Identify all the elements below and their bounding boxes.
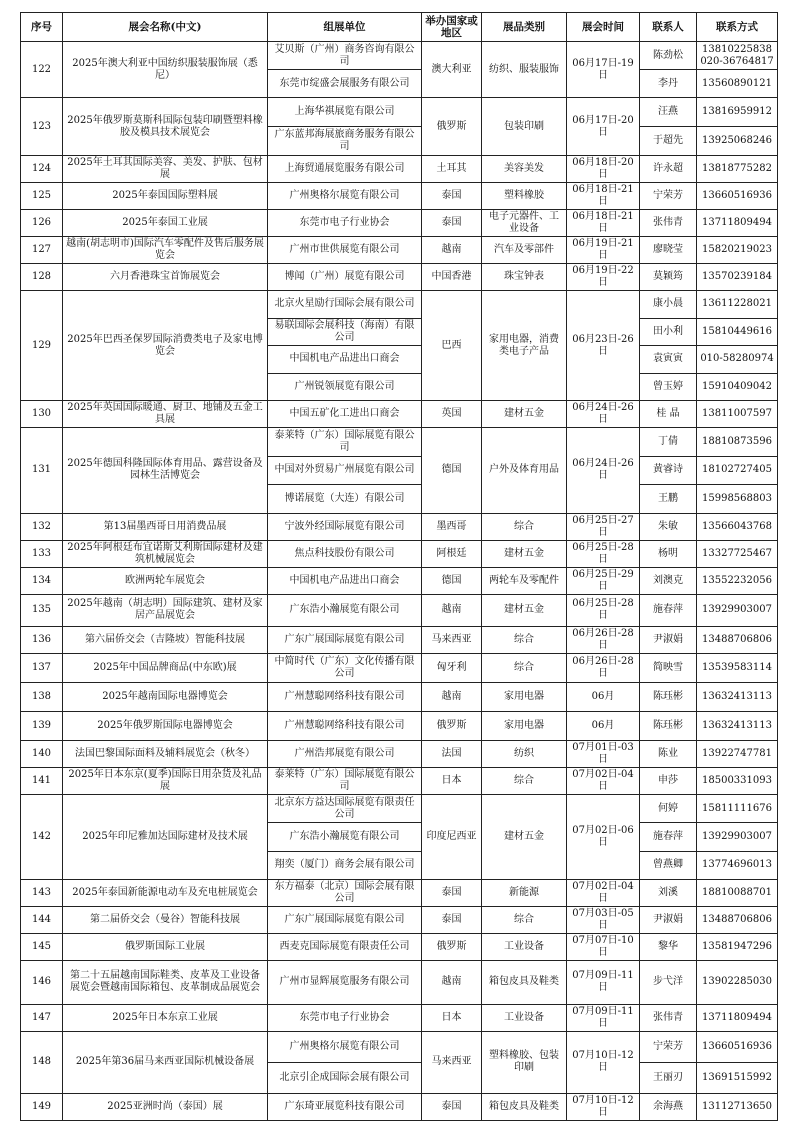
cell-country: 德国 — [422, 428, 482, 514]
cell-organizer: 艾贝斯（广州）商务咨询有限公司 — [268, 42, 422, 70]
cell-country: 马来西亚 — [422, 626, 482, 653]
cell-date: 06月18日-21日 — [567, 183, 640, 210]
cell-exhibition-name: 2025年中国品牌商品(中东欧)展 — [63, 653, 268, 682]
cell-contact: 桂 晶 — [640, 401, 697, 428]
cell-exhibition-name: 2025亚洲时尚（泰国）展 — [63, 1093, 268, 1120]
table-row — [21, 42, 778, 70]
cell-exhibition-name: 2025年越南（胡志明）国际建筑、建材及家居产品展览会 — [63, 594, 268, 626]
cell-no: 138 — [21, 682, 63, 711]
cell-exhibition-name: 第二届侨交会（曼谷）智能科技展 — [63, 906, 268, 933]
cell-exhibition-name: 2025年俄罗斯莫斯科国际包装印刷暨塑料橡胶及模具技术展览会 — [63, 98, 268, 156]
cell-phone: 13632413113 — [697, 682, 778, 711]
cell-phone: 13925068246 — [697, 127, 778, 156]
cell-contact: 陈业 — [640, 740, 697, 767]
cell-exhibition-name: 2025年泰国工业展 — [63, 210, 268, 237]
cell-contact: 施春萍 — [640, 823, 697, 851]
cell-organizer: 翔奕（厦门）商务会展有限公司 — [268, 851, 422, 879]
cell-contact: 尹淑娟 — [640, 626, 697, 653]
cell-date: 07月09日-11日 — [567, 1004, 640, 1031]
table-row — [21, 513, 778, 540]
cell-no: 134 — [21, 567, 63, 594]
cell-category: 美容美发 — [482, 156, 567, 183]
cell-category: 工业设备 — [482, 1004, 567, 1031]
cell-country: 匈牙利 — [422, 653, 482, 682]
cell-organizer: 广东蓝邦海展旅商务服务有限公司 — [268, 127, 422, 156]
cell-phone: 13632413113 — [697, 711, 778, 740]
cell-organizer: 中国机电产品进出口商会 — [268, 567, 422, 594]
cell-contact: 康小晨 — [640, 291, 697, 319]
cell-no: 140 — [21, 740, 63, 767]
header-name: 展会名称(中文) — [63, 13, 268, 42]
header-date: 展会时间 — [567, 13, 640, 42]
cell-no: 122 — [21, 42, 63, 98]
cell-category: 建材五金 — [482, 594, 567, 626]
cell-contact: 施春萍 — [640, 594, 697, 626]
cell-no: 145 — [21, 933, 63, 960]
cell-organizer: 广州浩邦展览有限公司 — [268, 740, 422, 767]
cell-no: 148 — [21, 1031, 63, 1093]
cell-phone: 18500331093 — [697, 767, 778, 794]
cell-no: 137 — [21, 653, 63, 682]
cell-exhibition-name: 欧洲两轮车展览会 — [63, 567, 268, 594]
cell-country: 澳大利亚 — [422, 42, 482, 98]
cell-no: 131 — [21, 428, 63, 514]
cell-contact: 尹淑娟 — [640, 906, 697, 933]
cell-phone: 15820219023 — [697, 237, 778, 264]
table-row — [21, 879, 778, 906]
cell-organizer: 广州市显辉展览服务有限公司 — [268, 960, 422, 1004]
cell-category: 汽车及零部件 — [482, 237, 567, 264]
cell-country: 泰国 — [422, 210, 482, 237]
cell-exhibition-name: 2025年阿根廷布宜诺斯艾利斯国际建材及建筑机械展览会 — [63, 540, 268, 567]
cell-organizer: 泰莱特（广东）国际展览有限公司 — [268, 767, 422, 794]
cell-country: 俄罗斯 — [422, 711, 482, 740]
cell-category: 综合 — [482, 626, 567, 653]
cell-phone: 15910409042 — [697, 373, 778, 401]
table-header-row — [21, 13, 778, 42]
table-row — [21, 567, 778, 594]
cell-phone: 13552232056 — [697, 567, 778, 594]
cell-country: 俄罗斯 — [422, 933, 482, 960]
cell-phone: 13816959912 — [697, 98, 778, 127]
cell-date: 06月25日-28日 — [567, 540, 640, 567]
cell-category: 纺织、服装服饰 — [482, 42, 567, 98]
cell-organizer: 广州奥格尔展览有限公司 — [268, 1031, 422, 1062]
cell-phone: 13811007597 — [697, 401, 778, 428]
cell-organizer: 宁波外经国际展览有限公司 — [268, 513, 422, 540]
cell-organizer: 广州慧聪网络科技有限公司 — [268, 711, 422, 740]
cell-date: 07月03日-05日 — [567, 906, 640, 933]
cell-country: 中国香港 — [422, 264, 482, 291]
cell-category: 箱包皮具及鞋类 — [482, 1093, 567, 1120]
cell-organizer: 中国五矿化工进出口商会 — [268, 401, 422, 428]
cell-date: 06月19日-21日 — [567, 237, 640, 264]
exhibition-table-page — [20, 12, 777, 1121]
cell-contact: 黄睿诗 — [640, 456, 697, 485]
cell-country: 日本 — [422, 767, 482, 794]
cell-exhibition-name: 2025年巴西圣保罗国际消费类电子及家电博览会 — [63, 291, 268, 401]
cell-date: 06月25日-29日 — [567, 567, 640, 594]
cell-contact: 余海燕 — [640, 1093, 697, 1120]
cell-phone: 15998568803 — [697, 485, 778, 514]
cell-phone: 18810873596 — [697, 428, 778, 457]
cell-organizer: 广州市世供展览有限公司 — [268, 237, 422, 264]
cell-exhibition-name: 2025年英国国际暖通、厨卫、地铺及五金工具展 — [63, 401, 268, 428]
cell-contact: 莫颖筠 — [640, 264, 697, 291]
cell-phone: 13774696013 — [697, 851, 778, 879]
cell-country: 法国 — [422, 740, 482, 767]
cell-organizer: 上海华祺展览有限公司 — [268, 98, 422, 127]
table-row — [21, 156, 778, 183]
cell-category: 综合 — [482, 513, 567, 540]
cell-phone: 13711809494 — [697, 210, 778, 237]
cell-phone: 13560890121 — [697, 70, 778, 98]
cell-organizer: 泰莱特（广东）国际展览有限公司 — [268, 428, 422, 457]
cell-exhibition-name: 2025年日本东京(夏季)国际日用杂货及礼品展 — [63, 767, 268, 794]
cell-country: 泰国 — [422, 879, 482, 906]
cell-date: 07月09日-11日 — [567, 960, 640, 1004]
cell-no: 133 — [21, 540, 63, 567]
cell-date: 06月19日-22日 — [567, 264, 640, 291]
cell-exhibition-name: 2025年印尼雅加达国际建材及技术展 — [63, 794, 268, 879]
cell-phone: 13818775282 — [697, 156, 778, 183]
cell-no: 126 — [21, 210, 63, 237]
exhibition-table — [20, 12, 778, 1121]
cell-organizer: 广东琦亚展览科技有限公司 — [268, 1093, 422, 1120]
cell-no: 142 — [21, 794, 63, 879]
cell-date: 06月18日-21日 — [567, 210, 640, 237]
cell-organizer: 东莞市电子行业协会 — [268, 1004, 422, 1031]
cell-no: 141 — [21, 767, 63, 794]
cell-category: 综合 — [482, 653, 567, 682]
cell-organizer: 北京引企成国际会展有限公司 — [268, 1062, 422, 1093]
cell-no: 127 — [21, 237, 63, 264]
cell-phone: 13660516936 — [697, 183, 778, 210]
cell-exhibition-name: 2025年澳大利亚中国纺织服装服饰展（悉尼） — [63, 42, 268, 98]
cell-date: 07月02日-06日 — [567, 794, 640, 879]
cell-date: 06月24日-26日 — [567, 401, 640, 428]
table-row — [21, 682, 778, 711]
cell-contact: 陈劲松 — [640, 42, 697, 70]
cell-exhibition-name: 第13届墨西哥日用消费品展 — [63, 513, 268, 540]
cell-country: 日本 — [422, 1004, 482, 1031]
cell-no: 124 — [21, 156, 63, 183]
table-row — [21, 183, 778, 210]
cell-country: 越南 — [422, 682, 482, 711]
cell-contact: 曾燕卿 — [640, 851, 697, 879]
cell-contact: 杨明 — [640, 540, 697, 567]
cell-exhibition-name: 法国巴黎国际面料及辅料展览会（秋冬） — [63, 740, 268, 767]
cell-date: 07月07日-10日 — [567, 933, 640, 960]
cell-category: 建材五金 — [482, 540, 567, 567]
cell-organizer: 西麦克国际展览有限责任公司 — [268, 933, 422, 960]
cell-country: 德国 — [422, 567, 482, 594]
header-phone: 联系方式 — [697, 13, 778, 42]
cell-contact: 朱敏 — [640, 513, 697, 540]
cell-country: 越南 — [422, 237, 482, 264]
cell-contact: 李丹 — [640, 70, 697, 98]
table-row — [21, 653, 778, 682]
cell-no: 135 — [21, 594, 63, 626]
table-row — [21, 291, 778, 319]
cell-phone: 18810088701 — [697, 879, 778, 906]
cell-date: 06月17日-19日 — [567, 42, 640, 98]
cell-exhibition-name: 2025年俄罗斯国际电器博览会 — [63, 711, 268, 740]
table-row — [21, 711, 778, 740]
cell-organizer: 上海贸通展览服务有限公司 — [268, 156, 422, 183]
cell-organizer: 中简时代（广东）文化传播有限公司 — [268, 653, 422, 682]
cell-country: 阿根廷 — [422, 540, 482, 567]
cell-category: 建材五金 — [482, 794, 567, 879]
cell-no: 130 — [21, 401, 63, 428]
cell-date: 06月 — [567, 682, 640, 711]
cell-category: 包装印刷 — [482, 98, 567, 156]
cell-category: 塑料橡胶 — [482, 183, 567, 210]
cell-category: 两轮车及零配件 — [482, 567, 567, 594]
cell-date: 06月18日-20日 — [567, 156, 640, 183]
cell-phone: 13566043768 — [697, 513, 778, 540]
cell-contact: 张伟青 — [640, 1004, 697, 1031]
cell-contact: 刘澳克 — [640, 567, 697, 594]
cell-no: 149 — [21, 1093, 63, 1120]
cell-phone: 13488706806 — [697, 626, 778, 653]
table-row — [21, 264, 778, 291]
cell-phone: 13929903007 — [697, 823, 778, 851]
table-row — [21, 960, 778, 1004]
cell-country: 俄罗斯 — [422, 98, 482, 156]
cell-category: 家用电器 — [482, 682, 567, 711]
cell-contact: 步弋洋 — [640, 960, 697, 1004]
cell-phone: 13691515992 — [697, 1062, 778, 1093]
cell-phone: 13922747781 — [697, 740, 778, 767]
cell-contact: 王丽刃 — [640, 1062, 697, 1093]
cell-category: 箱包皮具及鞋类 — [482, 960, 567, 1004]
cell-phone: 010-58280974 — [697, 346, 778, 374]
cell-phone: 13660516936 — [697, 1031, 778, 1062]
cell-organizer: 广东浩小瀚展览有限公司 — [268, 823, 422, 851]
cell-contact: 田小利 — [640, 318, 697, 346]
cell-organizer: 东莞市绽盛会展服务有限公司 — [268, 70, 422, 98]
cell-organizer: 焦点科技股份有限公司 — [268, 540, 422, 567]
cell-no: 129 — [21, 291, 63, 401]
cell-exhibition-name: 俄罗斯国际工业展 — [63, 933, 268, 960]
cell-organizer: 广东浩小瀚展览有限公司 — [268, 594, 422, 626]
cell-contact: 简映雪 — [640, 653, 697, 682]
cell-phone: 13327725467 — [697, 540, 778, 567]
cell-phone: 13570239184 — [697, 264, 778, 291]
cell-contact: 王鹏 — [640, 485, 697, 514]
cell-date: 06月26日-28日 — [567, 653, 640, 682]
cell-date: 06月25日-28日 — [567, 594, 640, 626]
cell-category: 家用电器，消费类电子产品 — [482, 291, 567, 401]
table-row — [21, 767, 778, 794]
cell-no: 139 — [21, 711, 63, 740]
cell-no: 125 — [21, 183, 63, 210]
header-no: 序号 — [21, 13, 63, 42]
cell-country: 英国 — [422, 401, 482, 428]
table-row — [21, 594, 778, 626]
cell-country: 越南 — [422, 594, 482, 626]
cell-phone: 13711809494 — [697, 1004, 778, 1031]
table-row — [21, 98, 778, 127]
cell-phone: 13611228021 — [697, 291, 778, 319]
table-row — [21, 933, 778, 960]
cell-category: 塑料橡胶、包装印刷 — [482, 1031, 567, 1093]
header-contact: 联系人 — [640, 13, 697, 42]
table-row — [21, 906, 778, 933]
cell-phone: 13112713650 — [697, 1093, 778, 1120]
cell-contact: 于超先 — [640, 127, 697, 156]
cell-contact: 何婷 — [640, 794, 697, 822]
cell-contact: 廖晓莹 — [640, 237, 697, 264]
cell-date: 06月26日-28日 — [567, 626, 640, 653]
cell-country: 土耳其 — [422, 156, 482, 183]
cell-country: 泰国 — [422, 183, 482, 210]
cell-date: 06月25日-27日 — [567, 513, 640, 540]
cell-organizer: 东方福泰（北京）国际会展有限公司 — [268, 879, 422, 906]
cell-date: 06月24日-26日 — [567, 428, 640, 514]
cell-no: 143 — [21, 879, 63, 906]
cell-no: 123 — [21, 98, 63, 156]
cell-phone: 13581947296 — [697, 933, 778, 960]
cell-organizer: 广东广展国际展览有限公司 — [268, 626, 422, 653]
table-row — [21, 626, 778, 653]
cell-category: 珠宝钟表 — [482, 264, 567, 291]
cell-organizer: 中国对外贸易广州展览有限公司 — [268, 456, 422, 485]
cell-contact: 宁荣芳 — [640, 183, 697, 210]
cell-phone: 15811111676 — [697, 794, 778, 822]
table-row — [21, 210, 778, 237]
cell-no: 146 — [21, 960, 63, 1004]
cell-phone: 13488706806 — [697, 906, 778, 933]
cell-date: 06月17日-20日 — [567, 98, 640, 156]
cell-phone: 18102727405 — [697, 456, 778, 485]
table-row — [21, 740, 778, 767]
cell-exhibition-name: 2025年土耳其国际美容、美发、护肤、包材展 — [63, 156, 268, 183]
cell-phone: 13902285030 — [697, 960, 778, 1004]
cell-date: 07月02日-04日 — [567, 767, 640, 794]
cell-date: 06月23日-26日 — [567, 291, 640, 401]
cell-date: 07月01日-03日 — [567, 740, 640, 767]
cell-no: 147 — [21, 1004, 63, 1031]
cell-exhibition-name: 2025年越南国际电器博览会 — [63, 682, 268, 711]
cell-date: 06月 — [567, 711, 640, 740]
cell-exhibition-name: 六月香港珠宝首饰展览会 — [63, 264, 268, 291]
cell-organizer: 北京火星励行国际会展有限公司 — [268, 291, 422, 319]
table-row — [21, 794, 778, 822]
cell-no: 136 — [21, 626, 63, 653]
table-body — [21, 42, 778, 1121]
cell-date: 07月10日-12日 — [567, 1031, 640, 1093]
cell-no: 128 — [21, 264, 63, 291]
cell-category: 工业设备 — [482, 933, 567, 960]
table-row — [21, 1004, 778, 1031]
cell-contact: 汪燕 — [640, 98, 697, 127]
cell-exhibition-name: 2025年第36届马来西亚国际机械设备展 — [63, 1031, 268, 1093]
table-row — [21, 1093, 778, 1120]
cell-country: 越南 — [422, 960, 482, 1004]
table-row — [21, 540, 778, 567]
cell-organizer: 易联国际会展科技（海南）有限公司 — [268, 318, 422, 346]
table-row — [21, 1031, 778, 1062]
cell-contact: 许永超 — [640, 156, 697, 183]
table-row — [21, 428, 778, 457]
cell-date: 07月10日-12日 — [567, 1093, 640, 1120]
cell-contact: 申莎 — [640, 767, 697, 794]
cell-category: 家用电器 — [482, 711, 567, 740]
cell-phone: 13810225838 020-36764817 — [697, 42, 778, 70]
cell-exhibition-name: 2025年日本东京工业展 — [63, 1004, 268, 1031]
cell-organizer: 广东广展国际展览有限公司 — [268, 906, 422, 933]
header-country: 举办国家或地区 — [422, 13, 482, 42]
cell-exhibition-name: 2025年泰国新能源电动车及充电桩展览会 — [63, 879, 268, 906]
cell-contact: 丁倩 — [640, 428, 697, 457]
cell-category: 电子元器件、工业设备 — [482, 210, 567, 237]
cell-no: 132 — [21, 513, 63, 540]
cell-phone: 13539583114 — [697, 653, 778, 682]
cell-phone: 15810449616 — [697, 318, 778, 346]
cell-exhibition-name: 越南(胡志明市)国际汽车零配件及售后服务展览会 — [63, 237, 268, 264]
cell-organizer: 广州锐领展览有限公司 — [268, 373, 422, 401]
cell-organizer: 博闻（广州）展览有限公司 — [268, 264, 422, 291]
header-organizer: 组展单位 — [268, 13, 422, 42]
cell-exhibition-name: 2025年德国科隆国际体育用品、露营设备及园林生活博览会 — [63, 428, 268, 514]
cell-contact: 黎华 — [640, 933, 697, 960]
cell-contact: 陈珏彬 — [640, 711, 697, 740]
cell-country: 泰国 — [422, 1093, 482, 1120]
cell-exhibition-name: 2025年泰国国际塑料展 — [63, 183, 268, 210]
cell-category: 新能源 — [482, 879, 567, 906]
cell-contact: 宁荣芳 — [640, 1031, 697, 1062]
cell-organizer: 中国机电产品进出口商会 — [268, 346, 422, 374]
table-row — [21, 401, 778, 428]
cell-country: 马来西亚 — [422, 1031, 482, 1093]
cell-organizer: 东莞市电子行业协会 — [268, 210, 422, 237]
cell-category: 综合 — [482, 767, 567, 794]
cell-organizer: 广州慧聪网络科技有限公司 — [268, 682, 422, 711]
cell-date: 07月02日-04日 — [567, 879, 640, 906]
cell-organizer: 博诺展览（大连）有限公司 — [268, 485, 422, 514]
cell-country: 墨西哥 — [422, 513, 482, 540]
cell-contact: 陈珏彬 — [640, 682, 697, 711]
cell-category: 纺织 — [482, 740, 567, 767]
cell-phone: 13929903007 — [697, 594, 778, 626]
cell-organizer: 北京东方益达国际展览有限责任公司 — [268, 794, 422, 822]
cell-exhibition-name: 第六届侨交会（吉隆坡）智能科技展 — [63, 626, 268, 653]
cell-category: 户外及体育用品 — [482, 428, 567, 514]
cell-exhibition-name: 第二十五届越南国际鞋类、皮革及工业设备展览会暨越南国际箱包、皮革制成品展览会 — [63, 960, 268, 1004]
cell-country: 泰国 — [422, 906, 482, 933]
cell-contact: 袁寅寅 — [640, 346, 697, 374]
cell-country: 印度尼西亚 — [422, 794, 482, 879]
header-category: 展品类别 — [482, 13, 567, 42]
cell-contact: 曾玉婷 — [640, 373, 697, 401]
cell-category: 建材五金 — [482, 401, 567, 428]
cell-country: 巴西 — [422, 291, 482, 401]
cell-contact: 刘溪 — [640, 879, 697, 906]
cell-category: 综合 — [482, 906, 567, 933]
cell-contact: 张伟青 — [640, 210, 697, 237]
table-row — [21, 237, 778, 264]
cell-no: 144 — [21, 906, 63, 933]
cell-organizer: 广州奥格尔展览有限公司 — [268, 183, 422, 210]
